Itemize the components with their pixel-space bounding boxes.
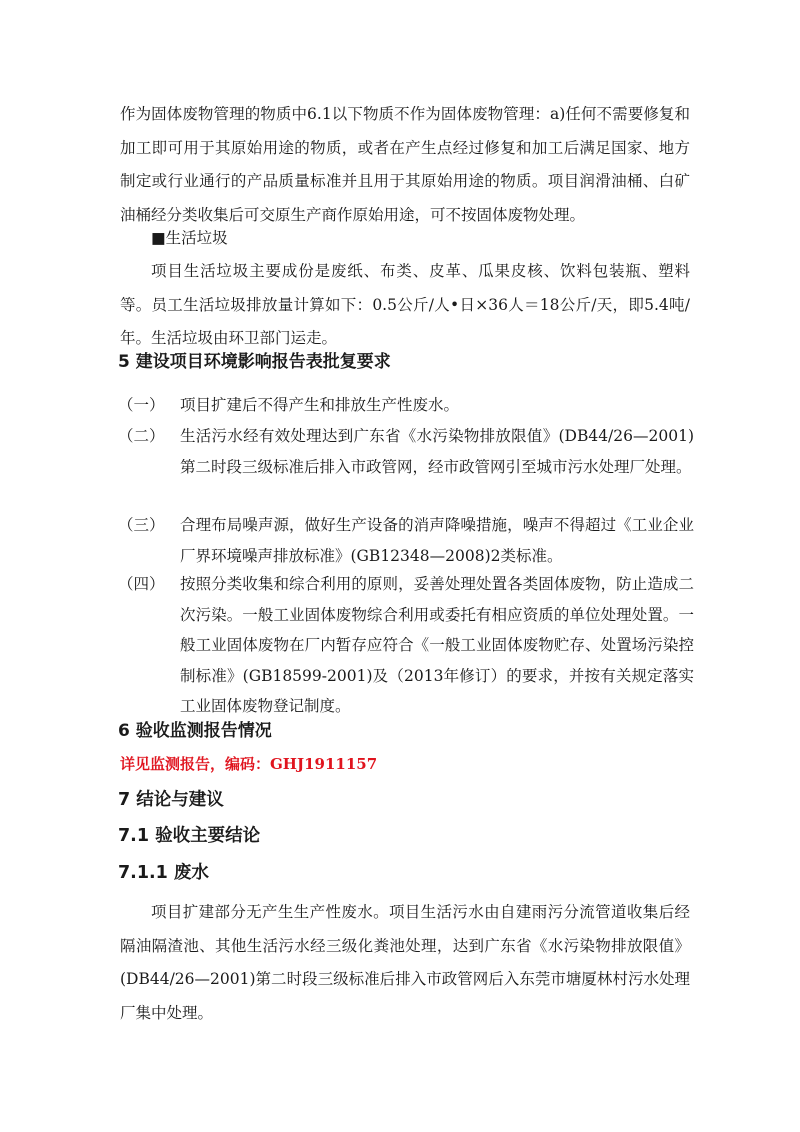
requirement-item-4 xyxy=(118,569,694,722)
requirement-item-2 xyxy=(118,421,694,482)
requirement-item-1 xyxy=(118,390,694,421)
wastewater-paragraph: 项目扩建部分无产生生产性废水。项目生活污水由自建雨污分流管道收集后经隔油隔渣池、其他生活污水经三级化粪池处理，达到广东省《水污染物排放限值》(DB44/26—2001)第二时段三级标准后排入市政管网后入东莞市塘厦林村污水处理厂集中处理。 xyxy=(120,903,690,1022)
section7-1-heading: 7.1 验收主要结论 xyxy=(118,826,261,846)
requirement-text: 生活污水经有效处理达到广东省《水污染物排放限值》(DB44/26—2001)第二时段三级标准后排入市政管网，经市政管网引至城市污水处理厂处理。 xyxy=(180,427,694,476)
solid-waste-paragraph: 作为固体废物管理的物质中6.1以下物质不作为固体废物管理：a)任何不需要修复和加工即可用于其原始用途的物质，或者在产生点经过修复和加工后满足国家、地方制定或行业通行的产品质量标准并且用于其原始用途的物质。项目润滑油桶、白矿油桶经分类收集后可交原生产商作原始用途，可不按固体废物处理。 xyxy=(120,105,690,224)
requirement-number: （二） xyxy=(118,427,165,445)
monitoring-report-note: 详见监测报告，编码：GHJ1911157 xyxy=(120,755,378,773)
living-waste-paragraph: 项目生活垃圾主要成份是废纸、布类、皮革、瓜果皮核、饮料包装瓶、塑料等。员工生活垃圾排放量计算如下：0.5公斤/人•日×36人＝18公斤/天，即5.4吨/年。生活垃圾由环卫部门运走。 xyxy=(120,262,690,347)
living-waste-heading: ■生活垃圾 xyxy=(151,229,228,247)
requirement-text: 按照分类收集和综合利用的原则，妥善处理处置各类固体废物，防止造成二次污染。一般工业固体废物综合利用或委托有相应资质的单位处理处置。一般工业固体废物在厂内暂存应符合《一般工业固体废物贮存、处置场污染控制标准》(GB18599-2001)及（2013年修订）的要求，并按有关规定落实工业固体废物登记制度。 xyxy=(180,575,694,715)
requirement-text: 合理布局噪声源，做好生产设备的消声降噪措施，噪声不得超过《工业企业厂界环境噪声排放标准》(GB12348—2008)2类标准。 xyxy=(180,516,694,565)
requirement-number: （四） xyxy=(118,575,165,593)
requirement-item-3 xyxy=(118,510,694,571)
requirement-text: 项目扩建后不得产生和排放生产性废水。 xyxy=(180,396,460,414)
section5-heading: 5 建设项目环境影响报告表批复要求 xyxy=(118,352,391,372)
section6-heading: 6 验收监测报告情况 xyxy=(118,721,272,741)
section7-1-1-heading: 7.1.1 废水 xyxy=(118,863,209,883)
section7-heading: 7 结论与建议 xyxy=(118,790,224,810)
requirement-number: （三） xyxy=(118,516,165,534)
requirement-number: （一） xyxy=(118,396,165,414)
